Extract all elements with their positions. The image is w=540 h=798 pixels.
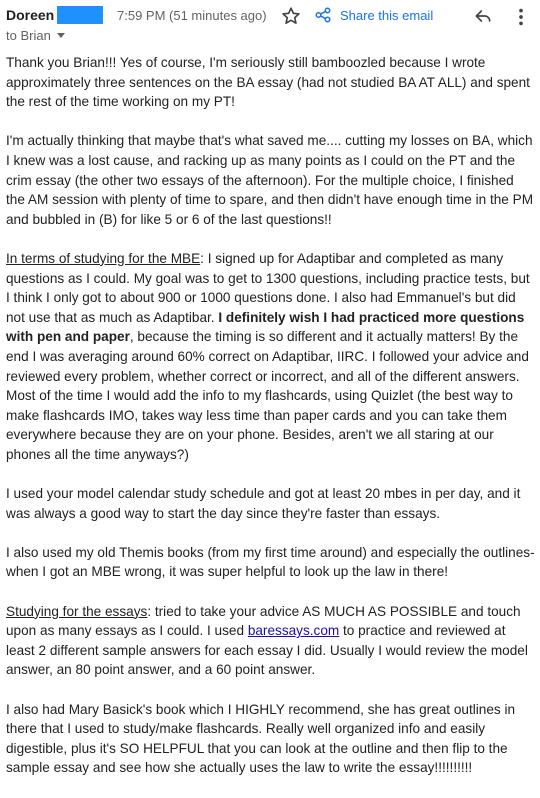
essays-heading: Studying for the essays bbox=[6, 603, 148, 619]
paragraph-7: I also had Mary Basick's book which I HIGHLY recommend, she has great outlines in there that I used to study/make flashcards. Really well organized info and easily digestible, plus it's SO HELPFUL that you can look at the outline and then flip to the sample essay and see how she actually uses the law to write the essay!!!!!!!!!! bbox=[6, 701, 516, 776]
paragraph-1: Thank you Brian!!! Yes of course, I'm seriously still bamboozled because I wrote approximately three sentences on the BA essay (had not studied BA AT ALL) and spent the rest of the time working on my PT! bbox=[6, 55, 530, 110]
recipient-label: to Brian bbox=[6, 28, 51, 43]
share-email-button[interactable] bbox=[314, 6, 433, 24]
sender-name[interactable]: Doreen bbox=[6, 7, 55, 23]
paragraph-5: I also used my old Themis books (from my first time around) and especially the outlines- when I got an MBE wrong, it was super helpful to look up the law in there! bbox=[6, 544, 535, 580]
more-vert-icon[interactable] bbox=[514, 6, 528, 28]
email-body bbox=[6, 53, 536, 798]
paragraph-6-text-b: to practice and reviewed at least 2 different sample answers for each essay I did. Usually I would review the model answer, an 80 point answer, and a 60 point answer. bbox=[6, 623, 528, 678]
paragraph-3-text-b: , because the timing is so different and it actually matters! By the end I was averaging around 60% correct on Adaptibar, IIRC. I followed your advice and reviewed every problem, whether correct or incorrect, and all of the different answers. Most of the time I would add the info to my flashcards, using Quizlet (the best way to make flashcards IMO, takes way less time than paper cards and you can take them everywhere because they are on your phone. Besides, aren't we all staring at our phones all the time anyways?) bbox=[6, 329, 529, 462]
email-header bbox=[0, 0, 540, 52]
paragraph-3 bbox=[6, 249, 536, 465]
star-icon[interactable] bbox=[280, 5, 302, 27]
paragraph-6-text-a: : tried to take your advice AS MUCH AS POSSIBLE and touch upon as many essays as I could. I used bbox=[6, 603, 521, 639]
paragraph-2: I'm actually thinking that maybe that's what saved me.... cutting my losses on BA, which I knew was a lost cause, and racking up as many points as I could on the PT and the crim essay (the other two essays of the afternoon). For the multiple choice, I finished the AM session with plenty of time to spare, and then didn't have enough time in the PM and bubbled in (B) for like 5 or 6 of the last questions!! bbox=[6, 133, 534, 227]
recipient-dropdown[interactable] bbox=[6, 28, 65, 43]
share-label: Share this email bbox=[340, 7, 434, 23]
reply-icon[interactable] bbox=[472, 6, 494, 26]
baressays-link[interactable]: baressays.com bbox=[247, 623, 340, 639]
paragraph-3-bold: I definitely wish I had practiced more questions with pen and paper bbox=[6, 309, 525, 345]
redacted-sender-email bbox=[57, 6, 103, 24]
paragraph-6 bbox=[6, 602, 536, 680]
share-icon bbox=[314, 6, 332, 24]
mbe-heading: In terms of studying for the MBE bbox=[6, 250, 201, 266]
paragraph-4: I used your model calendar study schedule and got at least 20 mbes in per day, and it was always a good way to start the day since they're faster than essays. bbox=[6, 486, 521, 521]
paragraph-3-text-a: : I signed up for Adaptibar and completed as many questions as I could. My goal was to get to 1300 questions, including practice tests, but I think I only got to about 900 or 1000 questions done. I also had Emmanuel's but did not use that as much as Adaptibar. bbox=[6, 250, 530, 325]
chevron-down-icon bbox=[57, 33, 65, 38]
timestamp: 7:59 PM (51 minutes ago) bbox=[117, 8, 267, 23]
